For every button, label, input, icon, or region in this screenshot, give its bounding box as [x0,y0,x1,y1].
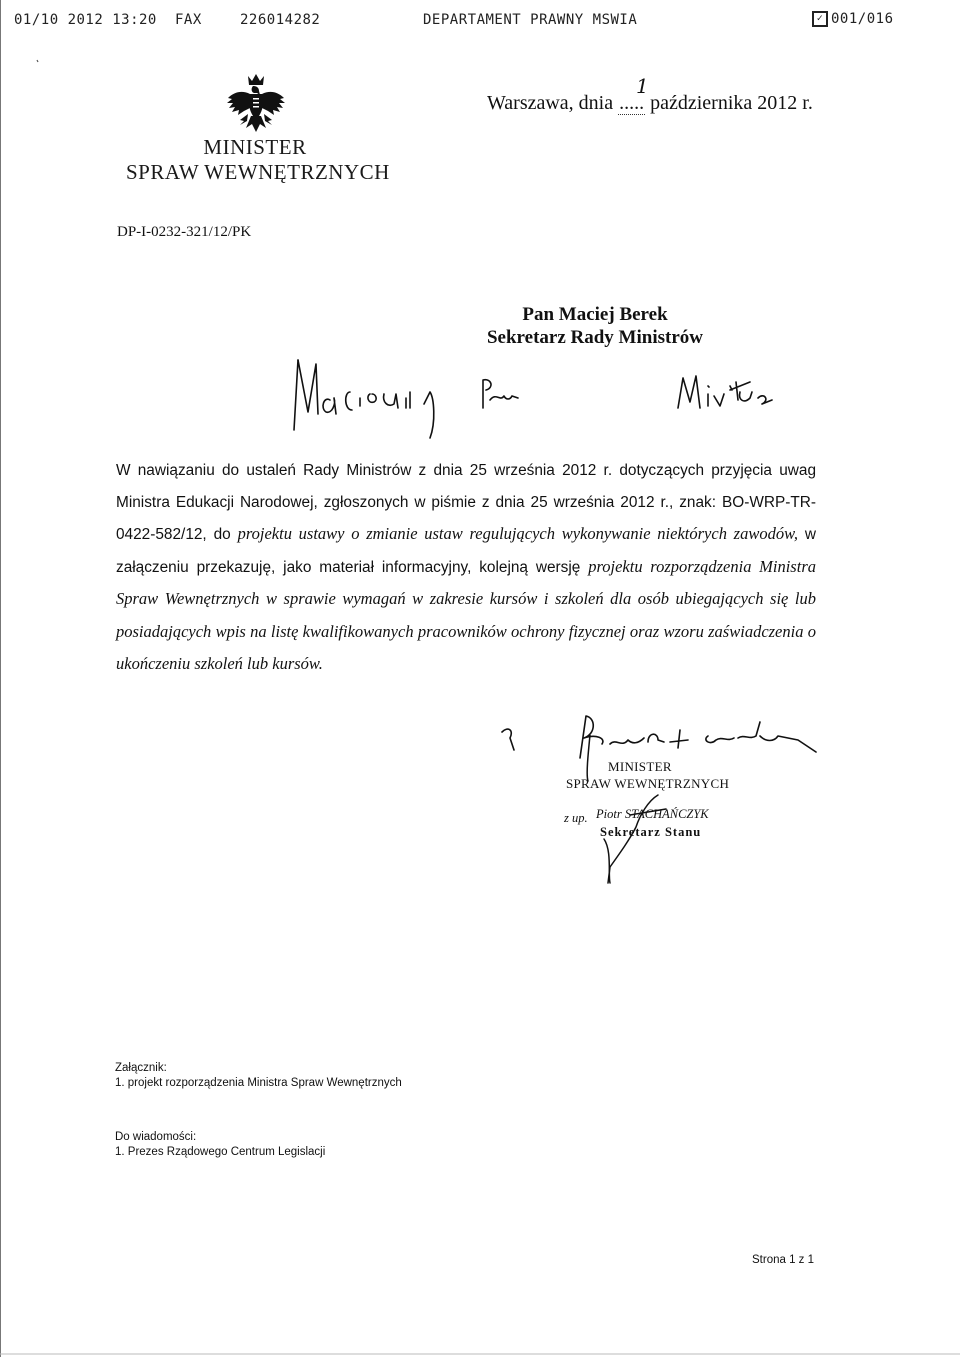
polish-eagle-emblem-icon [226,72,286,138]
fax-department: DEPARTAMENT PRAWNY MSWIA [423,12,638,28]
attachment-item-1: 1. projekt rozporządzenia Ministra Spraw Wewnętrznych [115,1077,402,1089]
stamp-by: z up. [564,811,588,825]
recipient-name: Pan Maciej Berek [522,304,668,325]
stamp-signatory-role: Sekretarz Stanu [600,825,702,839]
attachments-label: Załącznik: [115,1062,167,1074]
reference-number: DP-I-0232-321/12/PK [117,224,252,240]
place-date [487,92,813,115]
letter-body [116,455,816,681]
cc-label: Do wiadomości: [115,1131,197,1143]
fax-number: 226014282 [240,12,321,28]
body-italic-regulation-title: projektu rozporządzenia Ministra Spraw Wewnętrznych w sprawie wymagań w zakresie kursów i szkoleń dla osób ubiegających się lub posiadających wpis na listę kwalifikowanych pracowników ochrony fizycznej oraz wzoru zaświadczenia o ukończeniu szkoleń lub kursów. [116,556,816,673]
stamp-signatory-name: Piotr STACHAŃCZYK [596,807,709,821]
recipient-block [470,304,720,349]
fax-label: FAX [175,12,202,28]
body-paragraph-part-1: W nawiązaniu do ustaleń Rady Ministrów z dnia 25 września 2012 r. dotyczących przyjęcia uwag Ministra Edukacji Narodowej, zgłoszonych w piśmie z dnia 25 września 2012 r., znak: BO-WRP-TR-0422-582/12, do [116,462,816,543]
handwritten-salutation-icon [278,352,778,444]
cc-item-1: 1. Prezes Rządowego Centrum Legislacji [115,1146,326,1158]
body-italic-bill-title: projektu ustawy o zmianie ustaw regulujących wykonywanie niektórych zawodów, [237,524,798,543]
fax-datetime: 01/10 2012 13:20 [14,12,157,28]
stamp-line-2: SPRAW WEWNĘTRZNYCH [566,776,730,791]
place-date-prefix: Warszawa, dnia [487,92,614,114]
fax-page-counter-value: 001/016 [831,11,894,27]
handwritten-day: 1 [636,74,649,98]
body-paragraph-part-2: w załączeniu przekazuję, jako materiał informacyjny, kolejną wersję [116,526,816,576]
place-date-dots: ..... [619,92,645,114]
fax-check-icon: ✓ [812,11,828,27]
issuer-line-2: SPRAW WEWNĘTRZNYCH [126,160,390,184]
issuer-line-1: MINISTER [203,135,307,159]
page-footer: Strona 1 z 1 [752,1254,815,1266]
fax-page-counter [812,11,894,27]
place-date-suffix: października 2012 r. [650,92,813,114]
handwritten-signature-icon [570,735,690,885]
stamp-line-1: MINISTER [608,759,672,774]
recipient-title: Sekretarz Rady Ministrów [486,327,703,348]
